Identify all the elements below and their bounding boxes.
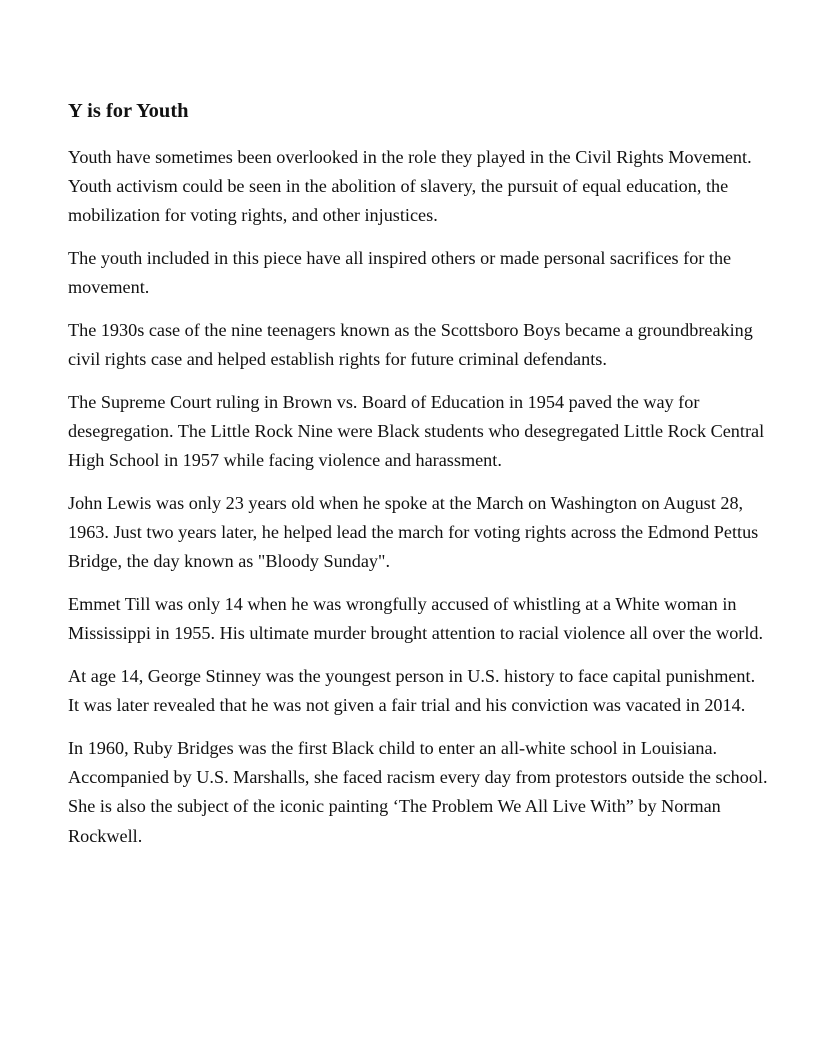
paragraph-john-lewis: John Lewis was only 23 years old when he spoke at the March on Washington on August 28, 1963. Just two years later, he helped lead the march for voting rights across the Edmond Pettus Bridge, the day known as "Bloody Sunday".	[68, 493, 759, 572]
paragraph-intro: Youth have sometimes been overlooked in the role they played in the Civil Rights Movement. Youth activism could be seen in the abolition of slavery, the pursuit of equal education, the mobilization for voting rights, and other injustices.	[68, 147, 770, 226]
paragraph-scottsboro-boys: The 1930s case of the nine teenagers known as the Scottsboro Boys became a groundbreaking civil rights case and helped establish rights for future criminal defendants.	[68, 320, 753, 370]
paragraph-youth-included: The youth included in this piece have all inspired others or made personal sacrifices for the movement.	[68, 248, 732, 298]
document-title: Y is for Youth	[68, 100, 189, 122]
document-page	[68, 96, 768, 864]
paragraph-ruby-bridges: In 1960, Ruby Bridges was the first Black child to enter an all-white school in Louisiana. Accompanied by U.S. Marshalls, she faced racism every day from protestors outside the school. She is also the subject of the iconic painting ‘The Problem We All Live With” by Norman Rockwell.	[68, 737, 768, 846]
paragraph-emmet-till: Emmet Till was only 14 when he was wrongfully accused of whistling at a White woman in Mississippi in 1955. His ultimate murder brought attention to racial violence all over the world.	[68, 594, 764, 644]
paragraph-george-stinney: At age 14, George Stinney was the youngest person in U.S. history to face capital punishment. It was later revealed that he was not given a fair trial and his conviction was vacated in 2014.	[68, 666, 756, 716]
paragraph-brown-vs-board: The Supreme Court ruling in Brown vs. Board of Education in 1954 paved the way for desegregation. The Little Rock Nine were Black students who desegregated Little Rock Central High School in 1957 while facing violence and harassment.	[68, 391, 765, 471]
